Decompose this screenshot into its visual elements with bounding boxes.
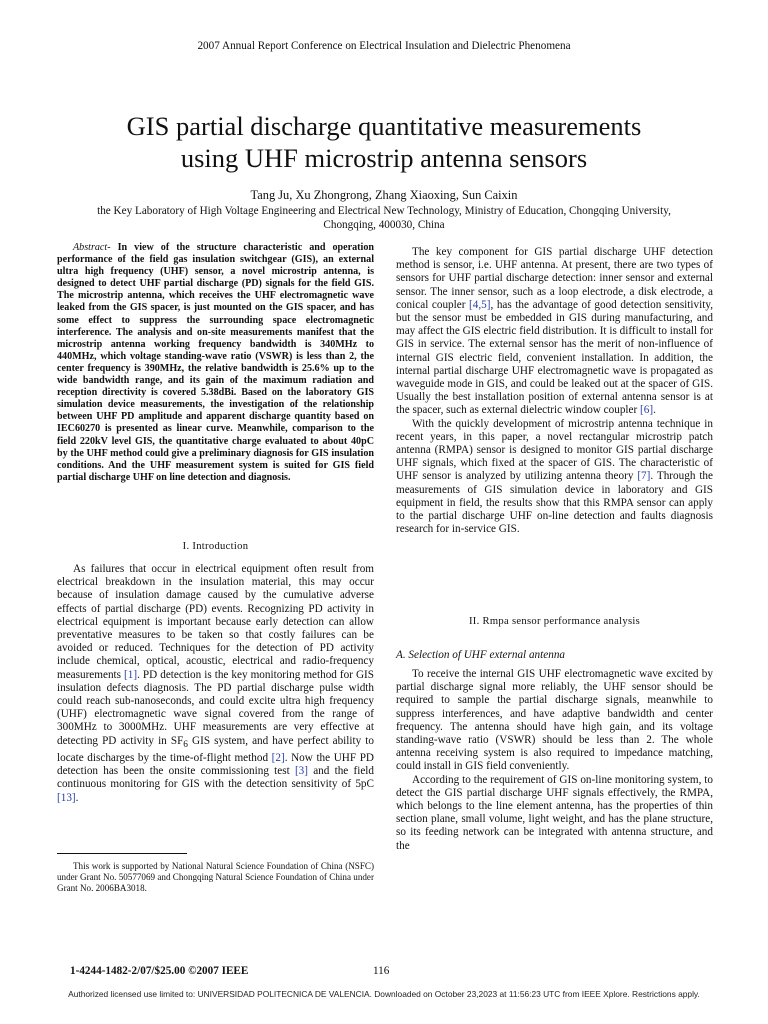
intro-text-d: . Now the UHF PD detection has been the onsite commissioning test xyxy=(57,752,374,778)
right-p2-text-b: . Through the measurements of GIS simulation device in laboratory and GIS equipment in field, the results show that this RMPA sensor can apply to the partial discharge UHF on-line detection and faults diagnosis research for in-service GIS. xyxy=(396,470,713,536)
subscript: 6 xyxy=(183,739,188,750)
isbn-line: 1-4244-1482-2/07/$25.00 ©2007 IEEE xyxy=(70,965,249,977)
citation-link[interactable]: [4,5] xyxy=(469,298,491,311)
footnote-rule xyxy=(57,853,187,854)
right-paragraph-4: According to the requirement of GIS on-line monitoring system, to detect the GIS partial discharge UHF signals effectively, the RMPA, which belongs to the line element antenna, has the properties of thin section plane, small volume, light weight, and has the plane structure, so its feeding network can be integrated with antenna structure, and the xyxy=(396,773,713,852)
subsection-a-heading xyxy=(396,649,713,662)
section-1-body xyxy=(57,563,374,805)
abstract xyxy=(57,242,374,484)
right-p2-text-a: With the quickly development of microstrip antenna technique in recent years, in this paper, a novel rectangular microstrip patch antenna (RMPA) sensor is designed to monitor GIS partial discharge UHF signals, which fixed at the spacer of GIS. The characteristic of UHF sensor is analyzed by utilizing antenna theory xyxy=(396,417,713,483)
abstract-body: In view of the structure characteristic and operation performance of the field gas insulation switchgear (GIS), an external ultra high frequency (UHF) sensor, a novel microstrip antenna, is designed to detect UHF partial discharge (PD) signals for the field GIS. The microstrip antenna, which receives the UHF electromagnetic wave leaked from the GIS spacer, is just mounted on the GIS spacer, and has some effect to suppress the surrounding space electromagnetic interference. The analysis and on-site measurements manifest that the microstrip antenna working frequency bandwidth is 340MHz to 440MHz, which voltage standing-wave ratio (VSWR) is less than 2, the center frequency is 390MHz, the relative bandwidth is 25.6% up to the wide bandwidth range, and its gain of the maximum radiation and reception directivity is covered 5.38dBi. Based on the laboratory GIS simulation device measurements, the investigation of the relationship between UHF PD amplitude and apparent discharge quantity based on IEC60270 is presented as linear curve. Meanwhile, comparison to the field 220kV level GIS, the quantitative charge evaluated to about 40pC by the UHF method could give a preliminary diagnosis for GIS insulation conditions. And the UHF measurement system is suited for GIS field partial discharge UHF on line detection and diagnosis. xyxy=(57,242,374,483)
footnote xyxy=(57,861,374,894)
intro-text-b: . PD detection is the key monitoring method for GIS insulation defects diagnosis. The PD partial discharge pulse width could reach sub-nanoseconds, and could excite ultra high frequency (UHF) electromagnetic wave signal covered from the range of 300MHz to 3000MHz. UHF measurements are very effective at detecting PD activity in SF xyxy=(57,668,375,747)
right-column xyxy=(396,246,713,536)
affiliation-line-1: the Key Laboratory of High Voltage Engineering and Electrical New Technology, Ministry of Education, Chongqing University, xyxy=(97,205,671,217)
citation-link[interactable]: [6] xyxy=(640,404,654,417)
intro-text-e: and the field continuous monitoring for GIS with the detection sensitivity of 5pC xyxy=(57,765,374,791)
license-notice: Authorized licensed use limited to: UNIVERSIDAD POLITECNICA DE VALENCIA. Downloaded on October 23,2023 at 11:56:23 UTC from IEEE Xplore. Restrictions apply. xyxy=(68,989,700,999)
citation-link[interactable]: [13] xyxy=(57,791,76,804)
title-line-2: using UHF microstrip antenna sensors xyxy=(180,143,588,173)
subsection-heading: A. Selection of UHF external antenna xyxy=(396,649,566,661)
right-p1-text-b: , has the advantage of good detection sensitivity, but the sensor must be embedded in GIS during manufacturing, and may affect the GIS electric field distribution. It is difficult to install for GIS in service. The external sensor has the merit of non-influence of internal GIS electric field, convenient installation. In addition, the internal partial discharge UHF electromagnetic wave is propagated as waveguide mode in GIS, and could be leaked out at the spacer of GIS. Usually the best installation position of external antenna sensor is at the spacer, such as external dielectric window coupler xyxy=(396,298,713,417)
intro-text-f: . xyxy=(75,791,79,804)
authors: Tang Ju, Xu Zhongrong, Zhang Xiaoxing, Sun Caixin xyxy=(250,188,518,202)
page-number: 116 xyxy=(373,965,390,977)
intro-text-a: As failures that occur in electrical equipment often result from electrical breakdown in the insulation material, this may occur because of insulation damage caused by the cumulative adverse effects of partial discharge (PD) events. Recognizing PD activity in electrical equipment is important because early detection can allow preventative measures to be taken so that costly failures can be avoided or reduced. Techniques for the detection of PD activity include chemical, optical, acoustic, electrical and radio-frequency measurements xyxy=(57,563,374,681)
abstract-paragraph xyxy=(57,242,374,484)
right-p1-text-c: . xyxy=(653,404,656,417)
citation-link[interactable]: [3] xyxy=(294,765,308,778)
conference-header: 2007 Annual Report Conference on Electrical Insulation and Dielectric Phenomena xyxy=(197,40,571,52)
affiliation-line-2: Chongqing, 400030, China xyxy=(323,218,445,231)
section-heading: II. Rmpa sensor performance analysis xyxy=(468,616,641,627)
section-2-heading xyxy=(396,615,713,628)
affiliation xyxy=(40,205,728,232)
intro-text-c: GIS system, and have perfect ability to locate discharges by the time-of-flight method xyxy=(57,734,374,765)
footnote-text: This work is supported by National Natural Science Foundation of China (NSFC) under Grant No. 50577069 and Chongqing Natural Science Foundation of China under Grant No. 2006BA3018. xyxy=(57,861,374,893)
citation-link[interactable]: [2] xyxy=(271,752,285,765)
abstract-lead: Abstract- xyxy=(73,242,111,253)
citation-link[interactable]: [7] xyxy=(637,470,651,483)
subsection-a-body xyxy=(396,668,713,853)
right-paragraph-1 xyxy=(396,246,713,418)
title-line-1: GIS partial discharge quantitative measurements xyxy=(126,111,642,141)
citation-link[interactable]: [1] xyxy=(124,668,138,681)
section-1-heading xyxy=(57,540,374,553)
paper-title xyxy=(40,110,728,174)
right-paragraph-3: To receive the internal GIS UHF electromagnetic wave excited by partial discharge signal more reliably, the UHF sensor should be required to sample the partial discharge signals, meanwhile to suppress interferences, and have adaptive bandwidth and center frequency. The antenna should have high gain, and its voltage standing-wave ratio (VSWR) should be less than 2. The whole antenna receiving system is also required to impedance matching, could install in GIS field conveniently. xyxy=(396,668,713,773)
right-paragraph-2 xyxy=(396,418,713,537)
right-p1-text-a: The key component for GIS partial discharge UHF detection method is sensor, i.e. UHF antenna. At present, there are two types of sensors for UHF partial discharge detection: inner sensor and external sensor. The inner sensor, such as a loop electrode, a disk electrode, a conical coupler xyxy=(396,246,713,311)
intro-paragraph xyxy=(57,563,374,805)
section-heading: I. Introduction xyxy=(182,541,249,552)
